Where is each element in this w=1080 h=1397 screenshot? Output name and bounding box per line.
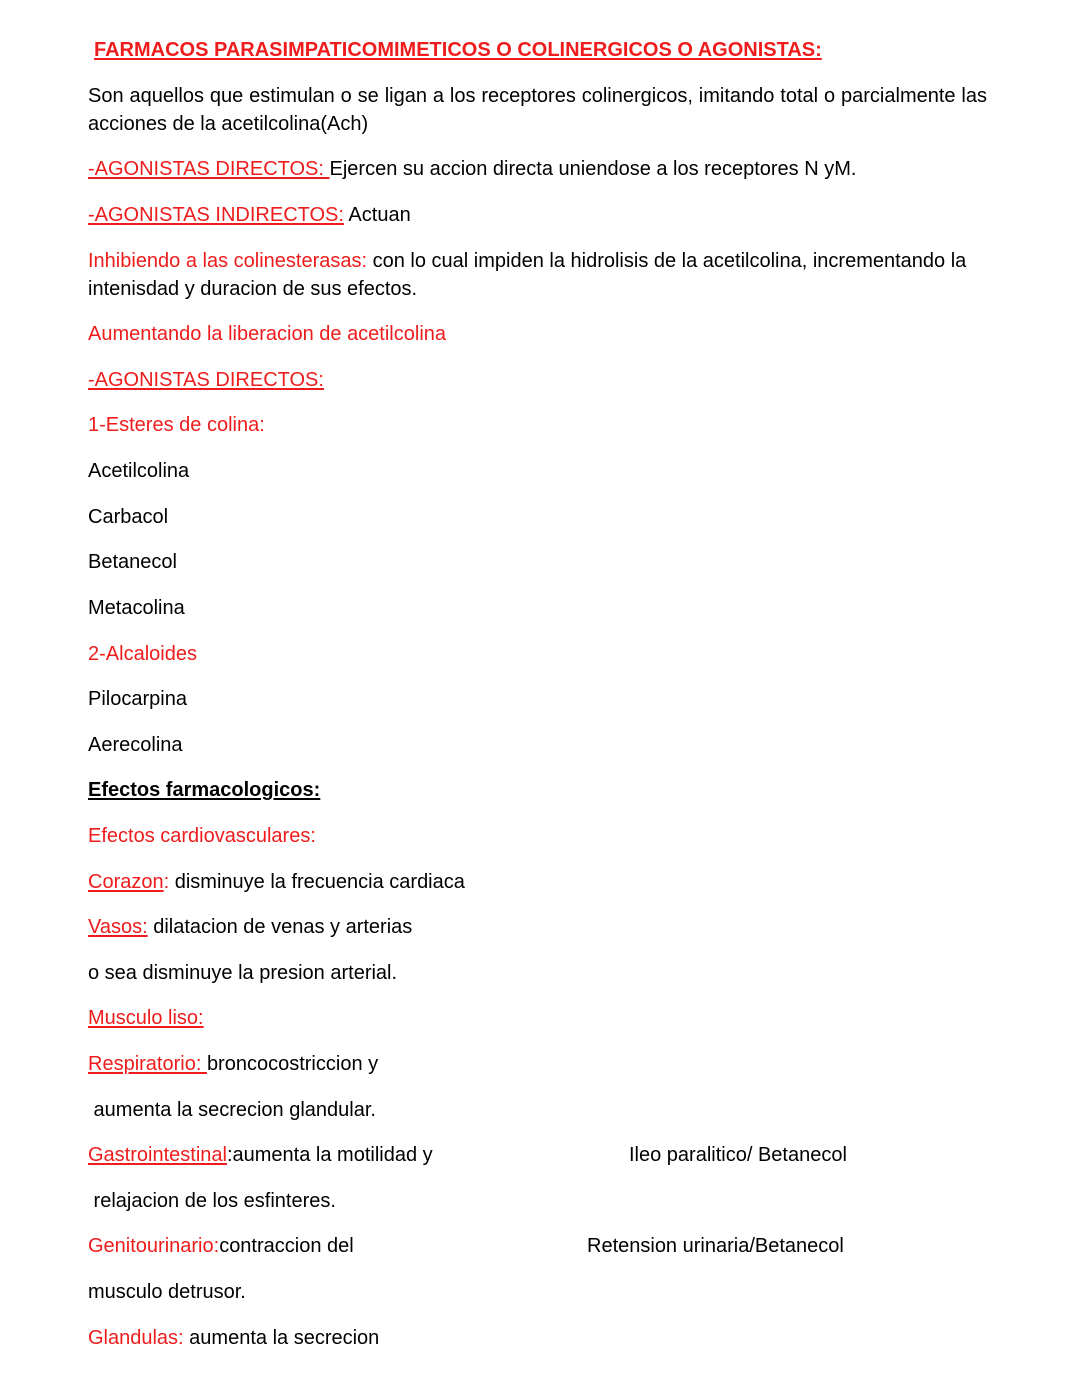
gastrointestinal-continuation: relajacion de los esfinteres. bbox=[88, 1190, 336, 1212]
intro-paragraph: Son aquellos que estimulan o se ligan a los receptores colinergicos, imitando total o parcialmente las acciones de la acetilcolina(Ach) bbox=[88, 85, 987, 135]
corazon-line bbox=[88, 870, 465, 894]
corazon-colon: : bbox=[163, 871, 170, 893]
gastrointestinal-label: Gastrointestinal bbox=[88, 1144, 227, 1166]
gastrointestinal-text: :aumenta la motilidad y bbox=[226, 1144, 433, 1166]
agonistas-directos-definition bbox=[88, 157, 856, 181]
efectos-heading: Efectos farmacologicos: bbox=[88, 779, 321, 801]
list-item: Aerecolina bbox=[88, 734, 183, 756]
alcaloides-heading: 2-Alcaloides bbox=[88, 643, 197, 665]
respiratorio-line bbox=[88, 1052, 378, 1076]
page-title: FARMACOS PARASIMPATICOMIMETICOS O COLINERGICOS O AGONISTAS: bbox=[94, 39, 822, 61]
agonistas-directos-text: Ejercen su accion directa uniendose a los receptores N yM. bbox=[329, 158, 857, 180]
glandulas-text: aumenta la secrecion bbox=[183, 1327, 380, 1349]
list-item: Pilocarpina bbox=[88, 688, 187, 710]
list-item: Acetilcolina bbox=[88, 460, 190, 482]
vasos-line bbox=[88, 915, 412, 939]
gastrointestinal-line bbox=[88, 1143, 433, 1167]
inhibiendo-text: con lo cual impiden la hidrolisis de la acetilcolina, incrementando la intenisdad y duracion de sus efectos. bbox=[88, 250, 967, 300]
genitourinario-line bbox=[88, 1234, 354, 1258]
glandulas-line bbox=[88, 1326, 379, 1350]
respiratorio-label: Respiratorio: bbox=[88, 1053, 207, 1075]
corazon-text: disminuye la frecuencia cardiaca bbox=[169, 871, 465, 893]
genitourinario-continuation: musculo detrusor. bbox=[88, 1281, 246, 1303]
vasos-continuation: o sea disminuye la presion arterial. bbox=[88, 962, 398, 984]
esteres-heading: 1-Esteres de colina: bbox=[88, 414, 265, 436]
list-item: Betanecol bbox=[88, 551, 177, 573]
respiratorio-continuation: aumenta la secrecion glandular. bbox=[88, 1099, 376, 1121]
gastrointestinal-note: Ileo paralitico/ Betanecol bbox=[629, 1144, 847, 1166]
genitourinario-text: contraccion del bbox=[219, 1235, 354, 1257]
corazon-label: Corazon bbox=[88, 871, 164, 893]
agonistas-indirectos-label: -AGONISTAS INDIRECTOS: bbox=[88, 204, 344, 226]
glandulas-label: Glandulas: bbox=[88, 1327, 184, 1349]
inhibiendo-label: Inhibiendo a las colinesterasas: bbox=[88, 250, 368, 272]
agonistas-directos-heading: -AGONISTAS DIRECTOS: bbox=[88, 369, 324, 391]
agonistas-indirectos-text: Actuan bbox=[343, 204, 411, 226]
musculo-liso-heading: Musculo liso: bbox=[88, 1007, 204, 1029]
list-item: Metacolina bbox=[88, 597, 185, 619]
cardiovasculares-heading: Efectos cardiovasculares: bbox=[88, 825, 316, 847]
genitourinario-label: Genitourinario: bbox=[88, 1235, 220, 1257]
agonistas-indirectos-definition bbox=[88, 203, 411, 227]
respiratorio-text: broncocostriccion y bbox=[206, 1053, 379, 1075]
agonistas-directos-label: -AGONISTAS DIRECTOS: bbox=[88, 158, 330, 180]
vasos-text: dilatacion de venas y arterias bbox=[147, 916, 413, 938]
aumentando-line: Aumentando la liberacion de acetilcolina bbox=[88, 323, 447, 345]
genitourinario-note: Retension urinaria/Betanecol bbox=[587, 1235, 844, 1257]
inhibiendo-paragraph bbox=[88, 247, 987, 303]
list-item: Carbacol bbox=[88, 506, 169, 528]
vasos-label: Vasos: bbox=[88, 916, 148, 938]
